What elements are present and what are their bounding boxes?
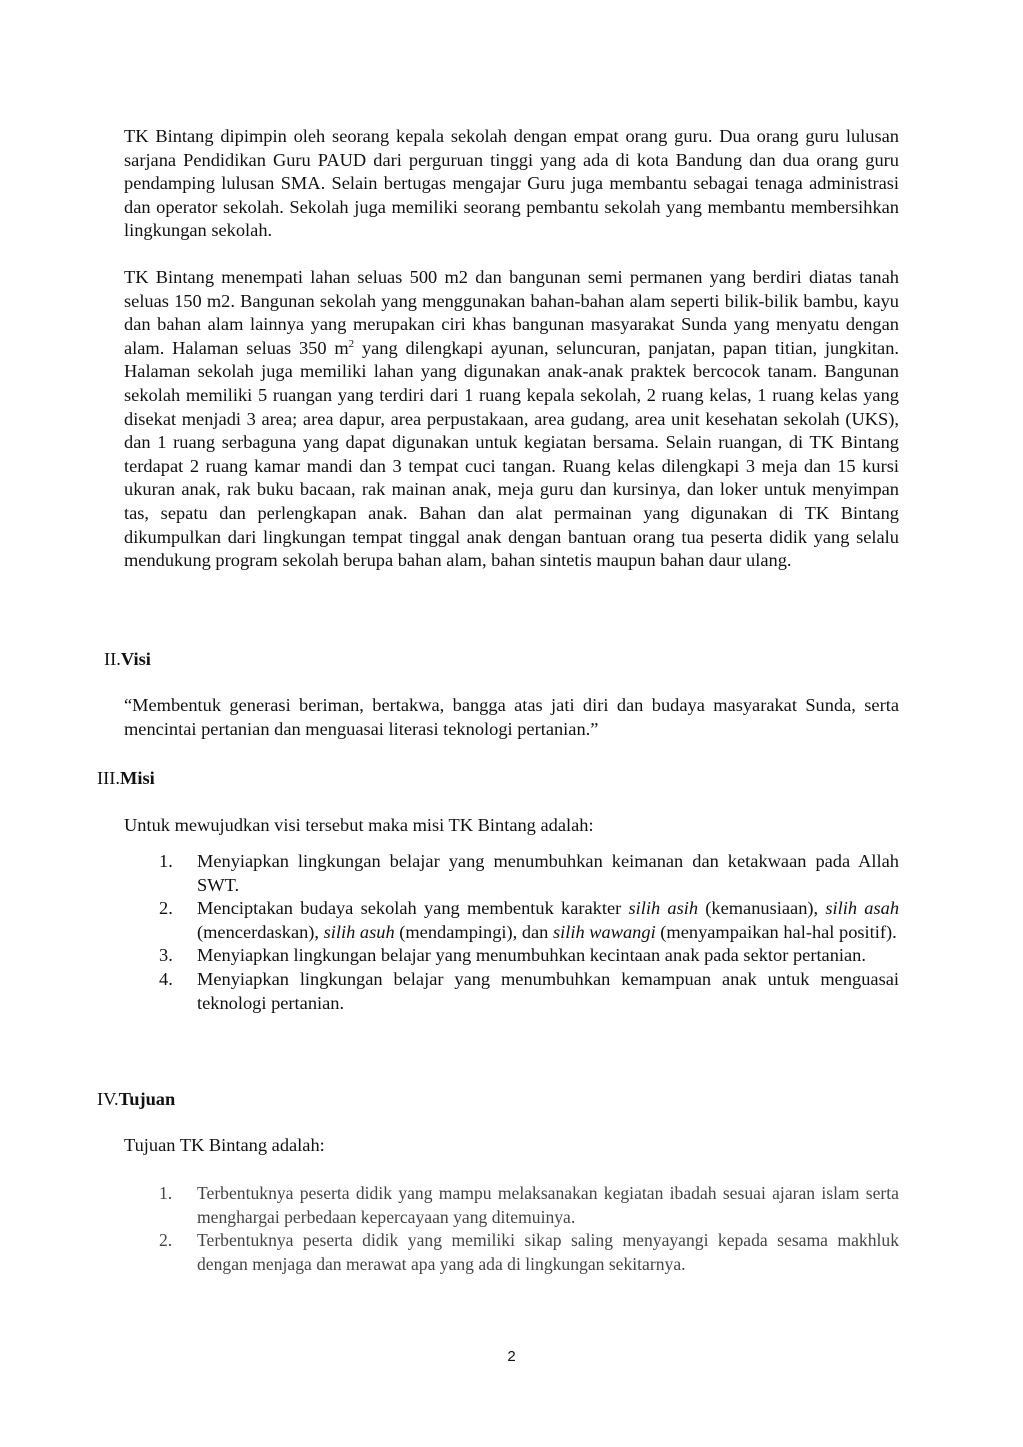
italic-term: silih asih: [628, 898, 699, 919]
list-item: [124, 968, 899, 1015]
section-title: Misi: [119, 768, 155, 788]
list-item-text: Terbentuknya peserta didik yang memiliki sikap saling menyayangi kepada sesama makhluk dengan menjaga dan merawat apa yang ada di lingkungan sekitarnya.: [197, 1230, 899, 1274]
section-number: II.: [104, 649, 121, 669]
list-item-text: Menyiapkan lingkungan belajar yang menumbuhkan keimanan dan ketakwaan pada Allah SWT.: [197, 851, 899, 895]
list-item-text: Menyiapkan lingkungan belajar yang menumbuhkan kecintaan anak pada sektor pertanian.: [197, 945, 866, 966]
visi-statement: “Membentuk generasi beriman, bertakwa, bangga atas jati diri dan budaya masyarakat Sunda, serta mencintai pertanian dan menguasai literasi teknologi pertanian.”: [124, 695, 899, 739]
paragraph-staff: TK Bintang dipimpin oleh seorang kepala sekolah dengan empat orang guru. Dua orang guru lulusan sarjana Pendidikan Guru PAUD dari perguruan tinggi yang ada di kota Bandung dan dua orang guru pendamping lulusan SMA. Selain bertugas mengajar Guru juga membantu sebagai tenaga administrasi dan operator sekolah. Sekolah juga memiliki seorang pembantu sekolah yang membantu membersihkan lingkungan sekolah.: [124, 126, 899, 241]
list-item-text: (menyampaikan hal-hal positif).: [655, 921, 897, 942]
italic-term: silih asuh: [323, 921, 395, 942]
list-item: [124, 1182, 899, 1229]
list-item-text: Menciptakan budaya sekolah yang membentuk karakter: [197, 898, 629, 919]
list-item: [124, 944, 899, 968]
paragraph-facilities: [124, 266, 899, 573]
paragraph-facilities-text-1: TK Bintang menempati lahan seluas 500 m2 dan bangunan semi permanen yang berdiri diatas tanah seluas 150 m2. Bangunan sekolah yang menggunakan bahan-bahan alam seperti bilik-bilik bambu, kayu dan bahan alam lainnya yang merupakan ciri khas bangunan masyarakat Sunda yang menyatu dengan alam. Halaman seluas 350 m: [124, 267, 899, 358]
list-item: [124, 850, 899, 897]
paragraph-facilities-text-2: yang dilengkapi ayunan, seluncuran, panjatan, papan titian, jungkitan. Halaman sekolah juga memiliki lahan yang digunakan anak-anak praktek bercocok tanam. Bangunan sekolah memiliki 5 ruangan yang terdiri dari 1 ruang kepala sekolah, 2 ruang kelas, 1 ruang kelas yang disekat menjadi 3 area; area dapur, area perpustakaan, area gudang, area unit kesehatan sekolah (UKS), dan 1 ruang serbaguna yang dapat digunakan untuk kegiatan bersama. Selain ruangan, di TK Bintang terdapat 2 ruang kamar mandi dan 3 tempat cuci tangan. Ruang kelas dilengkapi 3 meja dan 15 kursi ukuran anak, rak buku bacaan, rak mainan anak, meja guru dan kursinya, dan loker untuk menyimpan tas, sepatu dan perlengkapan anak. Bahan dan alat permainan yang digunakan di TK Bintang dikumpulkan dari lingkungan tempat tinggal anak dengan bantuan orang tua peserta didik yang selalu mendukung program sekolah berupa bahan alam, bahan sintetis maupun bahan daur ulang.: [124, 337, 899, 571]
section-heading-tujuan: [97, 1087, 175, 1111]
superscript-exponent: 2: [348, 337, 355, 350]
list-item-text: (mendampingi), dan: [394, 921, 553, 942]
list-marker: 4.: [159, 968, 173, 989]
list-item-text: (mencerdaskan),: [197, 921, 324, 942]
list-marker: 1.: [159, 1183, 173, 1203]
list-item: [124, 1229, 899, 1276]
misi-intro: Untuk mewujudkan visi tersebut maka misi TK Bintang adalah:: [124, 815, 594, 835]
list-marker: 1.: [159, 851, 173, 871]
list-item-text: (kemanusiaan),: [698, 898, 826, 919]
list-item: [124, 897, 899, 944]
list-item-text: Menyiapkan lingkungan belajar yang menumbuhkan kemampuan anak untuk menguasai teknologi pertanian.: [197, 968, 899, 1013]
italic-term: silih asah: [825, 898, 900, 919]
section-title: Visi: [120, 649, 151, 669]
section-title: Tujuan: [118, 1089, 176, 1109]
tujuan-intro: Tujuan TK Bintang adalah:: [124, 1135, 325, 1155]
list-marker: 2.: [159, 1230, 173, 1251]
section-heading-visi: [104, 647, 151, 671]
italic-term: silih wawangi: [552, 921, 656, 942]
tujuan-list: [124, 1182, 899, 1276]
page-number: 2: [507, 1348, 516, 1365]
section-heading-misi: [97, 766, 155, 790]
list-marker: 2.: [159, 898, 173, 919]
list-item-text: Terbentuknya peserta didik yang mampu melaksanakan kegiatan ibadah sesuai ajaran islam serta menghargai perbedaan kepercayaan yang ditemuinya.: [197, 1183, 899, 1227]
misi-list: [124, 850, 899, 1015]
section-number: III.: [97, 768, 120, 788]
list-marker: 3.: [159, 945, 173, 966]
section-number: IV.: [97, 1089, 119, 1109]
